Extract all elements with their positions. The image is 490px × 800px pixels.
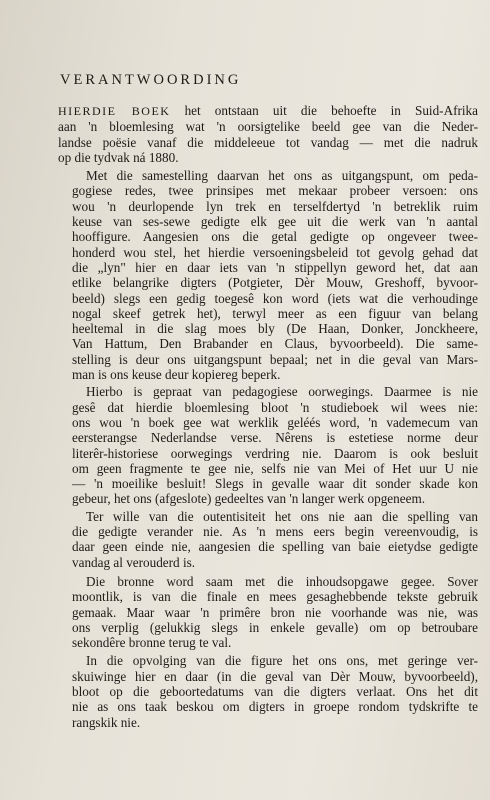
- text-line: [58, 653, 478, 668]
- line-text: keuse van ses-sewe gedigte elk gee uit die werk van 'n aantal: [72, 214, 478, 230]
- text-line: [58, 103, 478, 119]
- line-text: nie as ons taak beskou om digters in groepe rondom tydskrifte te: [72, 699, 478, 715]
- line-text: skuiwinge hier en daar (in die geval van Dèr Mouw, byvoorbeeld),: [72, 668, 478, 684]
- line-text: stelling is deur ons uitgangspunt bepaal; net in die geval van Mars-: [72, 351, 478, 367]
- line-text: landse poësie vanaf die middeleeue tot vandag — met die nadruk: [58, 134, 478, 150]
- line-text: Met die samestelling daarvan het ons as uitgangspunt, om peda-: [86, 168, 478, 184]
- page-heading: VERANTWOORDING: [60, 72, 242, 88]
- text-line: [58, 620, 478, 635]
- text-line: [58, 589, 478, 604]
- text-line: [58, 135, 478, 150]
- text-line: [58, 168, 478, 183]
- line-text: Hierbo is gepraat van pedagogiese oorwegings. Daarmee is nie: [86, 384, 478, 400]
- line-text: ons wou 'n boek gee wat werklik geléés word, 'n vademecum van: [72, 414, 478, 430]
- line-text: beeld) slegs een gedig toegesê kon word (iets wat die verhoudinge: [72, 290, 478, 306]
- line-text: honderd wou stel, het hierdie versoeningsbeleid tot gevolg gehad dat: [72, 244, 478, 260]
- text-line: [58, 476, 478, 491]
- line-text: Die bronne word saam met die inhoudsopgawe gegee. Sover: [86, 573, 478, 589]
- line-text: die gedigte verander nie. As 'n mens eers begin vereenvoudig, is: [72, 524, 478, 540]
- text-line: [58, 715, 478, 730]
- line-text: rangskik nie.: [72, 714, 141, 730]
- line-text: Van Hattum, Den Brabander en Claus, byvoorbeeld). Die same-: [72, 336, 478, 352]
- line-text: vandag al verouderd is.: [72, 554, 196, 570]
- text-line: [58, 555, 478, 570]
- line-text: etlike belangrike digters (Potgieter, Dèr Mouw, Greshoff, byvoor-: [72, 275, 478, 291]
- text-line: [58, 336, 478, 351]
- line-text: Ter wille van die outentisiteit het ons nie aan die spelling van: [86, 508, 478, 524]
- line-text: bloot op die geboortedatums van die digters verlaat. Ons het dit: [72, 683, 478, 699]
- line-text: hooffigure. Aangesien ons die getal gedigte op ongeveer twee-: [72, 229, 478, 245]
- text-line: [58, 183, 478, 198]
- text-line: [58, 199, 478, 214]
- line-text: het ontstaan uit die behoefte in Suid-Afrika: [170, 103, 478, 118]
- line-text: daar geen einde nie, aangesien die spelling van baie eietydse gedigte: [72, 539, 478, 555]
- line-text: literêr-historiese oorwegings verdring nie. Daarom is ook besluit: [72, 445, 478, 461]
- text-line: [58, 509, 478, 524]
- line-text: heeltemal in die slag moes bly (De Haan, Donker, Jonckheere,: [72, 321, 478, 337]
- line-text: In die opvolging van die figure het ons ons, met geringe ver-: [86, 653, 478, 669]
- line-text: sekondêre bronne terug te val.: [72, 635, 232, 651]
- text-line: [58, 275, 478, 290]
- text-line: [58, 229, 478, 244]
- line-text: die „lyn" hier en daar iets van 'n stippellyn geword het, dat aan: [72, 259, 478, 275]
- line-text: gemaak. Maar waar 'n primêre bron nie voorhande was nie, was: [72, 604, 478, 620]
- line-text: nogal skeef getrek het), terwyl meer as een figuur van belang: [72, 305, 478, 321]
- text-line: [58, 291, 478, 306]
- text-line: [58, 524, 478, 539]
- line-text: eersterangse Nederlandse verse. Nêrens is estetiese norme deur: [72, 430, 478, 446]
- text-line: [58, 400, 478, 415]
- line-text: gesê dat hierdie bloemlesing bloot 'n studieboek wil wees nie:: [72, 399, 478, 415]
- text-line: [58, 321, 478, 336]
- lead-words: HIERDIE BOEK: [58, 104, 171, 118]
- text-line: [58, 699, 478, 714]
- paragraph-6: [58, 653, 478, 729]
- line-text: wou 'n deurlopende lyn trek en terselfdertyd 'n betreklik ruim: [72, 198, 478, 214]
- paragraph-4: [58, 509, 478, 570]
- line-text: gogiese redes, twee prinsipes met mekaar probeer versoen: ons: [72, 183, 478, 199]
- text-line: [58, 684, 478, 699]
- line-text: ons verplig (gelukkig slegs in enkele gevalle) om op betroubare: [72, 619, 478, 635]
- paragraph-5: [58, 574, 478, 650]
- text-line: [58, 260, 478, 275]
- line-text: om geen fragmente te gee nie, selfs nie van Mei of Het uur U nie: [72, 460, 478, 476]
- paragraph-1: [58, 103, 478, 165]
- line-text: man is ons keuse deur kopiereg beperk.: [72, 367, 281, 383]
- text-line: [58, 245, 478, 260]
- text-line: [58, 574, 478, 589]
- text-line: [58, 352, 478, 367]
- text-line: [58, 491, 478, 506]
- line-text: gebeur, het ons (afgeslote) gedeeltes van 'n langer werk opgeneem.: [72, 491, 426, 507]
- text-line: [58, 635, 478, 650]
- line-text: op die tydvak ná 1880.: [58, 149, 179, 165]
- text-line: [58, 415, 478, 430]
- text-line: [58, 306, 478, 321]
- paragraph-3: [58, 384, 478, 506]
- text-line: [58, 605, 478, 620]
- paragraph-2: [58, 168, 478, 382]
- text-line: [58, 669, 478, 684]
- text-line: [58, 150, 478, 165]
- text-line: [58, 367, 478, 382]
- body-text: [58, 103, 478, 730]
- line-text: aan 'n bloemlesing wat 'n oorsigtelike beeld gee van die Neder-: [58, 119, 478, 135]
- text-line: [58, 461, 478, 476]
- text-line: [58, 384, 478, 399]
- text-line: [58, 446, 478, 461]
- text-line: [58, 119, 478, 134]
- text-line: [58, 539, 478, 554]
- text-line: [58, 214, 478, 229]
- line-text: moontlik, is van die finale en mees gesaghebbende tekste gebruik: [72, 589, 478, 605]
- line-text: — 'n moeilike besluit! Slegs in gevalle waar dit sonder skade kon: [72, 476, 478, 492]
- text-line: [58, 430, 478, 445]
